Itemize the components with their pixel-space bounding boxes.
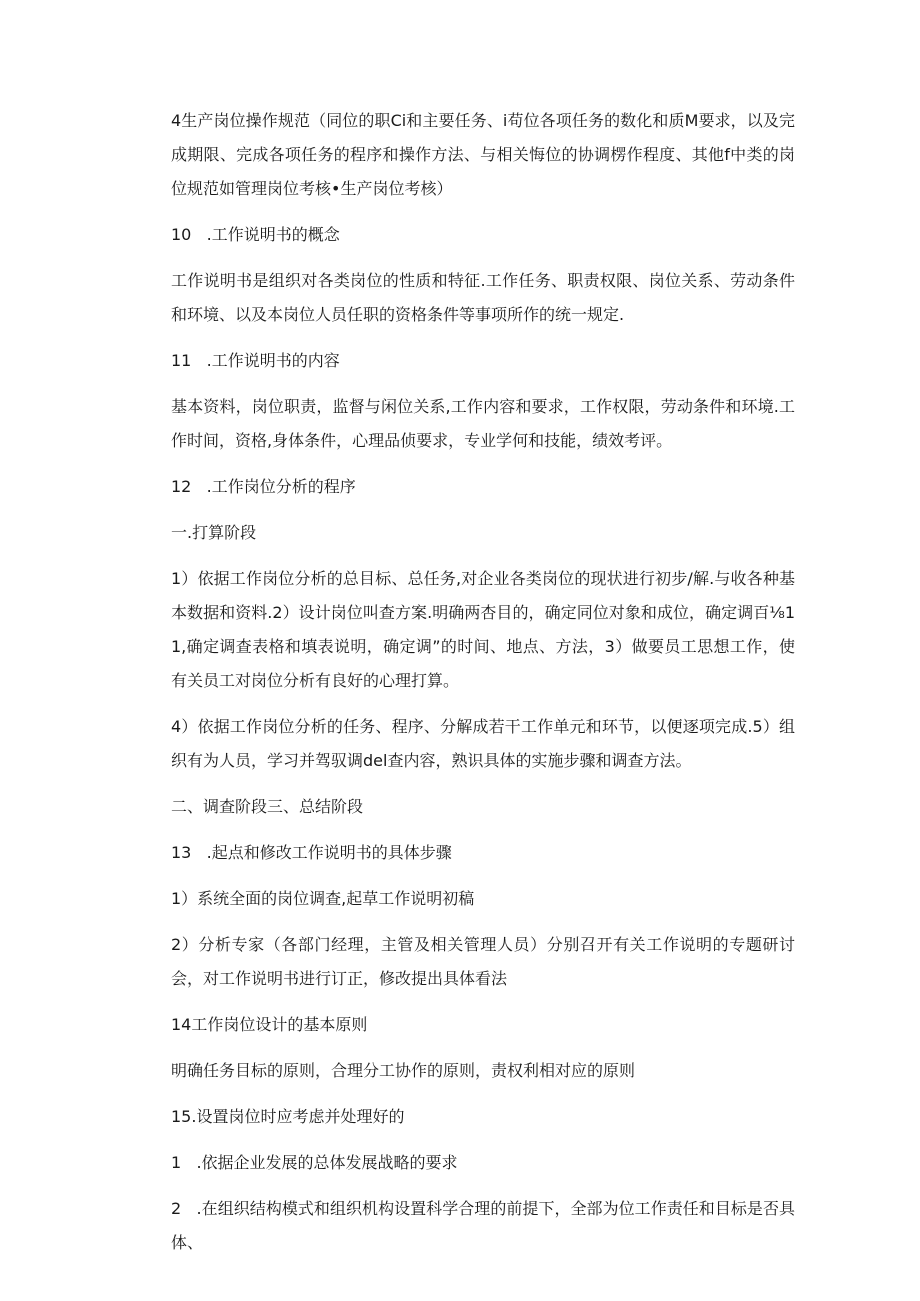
subheading-preparation-stage: 一.打算阶段 <box>171 523 257 542</box>
heading-post-setting-considerations: 15.设置岗位时应考虑并处理好的 <box>171 1107 405 1126</box>
heading-job-analysis-procedure: 12 .工作岗位分析的程序 <box>171 477 356 496</box>
paragraph-production-post-norms: 4生产岗位操作规范（同位的职Ci和主要任务、i苟位各项任务的数化和质M要求，以及完成期限、完成各项任务的程序和操作方法、与相关悔位的协调楞作程度、其他f中类的岗位规范如管理岗位考核•生产岗位考核） <box>171 111 795 198</box>
paragraph-drafting-step-1: 1）系统全面的岗位调查,起草工作说明初稿 <box>171 889 475 908</box>
paragraph-consideration-2: 2 .在组织结构模式和组织机构设置科学合理的前提下，全部为位工作责任和目标是否具体、 <box>171 1199 795 1252</box>
paragraph-preparation-steps-1-3: 1）依据工作岗位分析的总目标、总任务,对企业各类岗位的现状进行初步/解.与收各种基本数据和资料.2）设计岗位叫查方案.明确两杏目的，确定同位对象和成位，确定调百⅛11,确定调查表格和填表说明，确定调”的时间、地点、方法，3）做要员工思想工作，使有关员工对岗位分析有良好的心理打算。 <box>171 569 795 690</box>
subheading-survey-summary-stage: 二、调查阶段三、总结阶段 <box>171 797 364 816</box>
paragraph-consideration-1: 1 .依据企业发展的总体发展战略的要求 <box>171 1153 458 1172</box>
paragraph-preparation-steps-4-5: 4）依据工作岗位分析的任务、程序、分解成若干工作单元和环节，以便逐项完成.5）组织有为人员，学习并驾驭调del查内容，熟识具体的实施步骤和调查方法。 <box>171 717 795 770</box>
heading-drafting-steps: 13 .起点和修改工作说明书的具体步骤 <box>171 843 452 862</box>
paragraph-job-design-principles: 明确任务目标的原则，合理分工协作的原则，责权利相对应的原则 <box>171 1061 636 1080</box>
paragraph-job-description-definition: 工作说明书是组织对各类岗位的性质和特征.工作任务、职责权限、岗位关系、劳动条件和环境、以及本岗位人员任职的资格条件等事项所作的统一规定. <box>171 271 795 324</box>
heading-job-description-concept: 10 .工作说明书的概念 <box>171 225 340 244</box>
heading-job-design-principles: 14工作岗位设计的基本原则 <box>171 1015 368 1034</box>
document-page <box>171 104 795 1272</box>
paragraph-drafting-step-2: 2）分析专家（各部门经理，主管及相关管理人员）分别召开有关工作说明的专题研讨会，对工作说明书进行订正，修改提出具体看法 <box>171 935 795 988</box>
heading-job-description-content: 11 .工作说明书的内容 <box>171 351 340 370</box>
paragraph-job-description-items: 基本资料，岗位职责，监督与闲位关系,工作内容和要求，工作权限，劳动条件和环境.工作时间，资格,身体条件，心理品侦要求，专业学何和技能，绩效考评。 <box>171 397 795 450</box>
